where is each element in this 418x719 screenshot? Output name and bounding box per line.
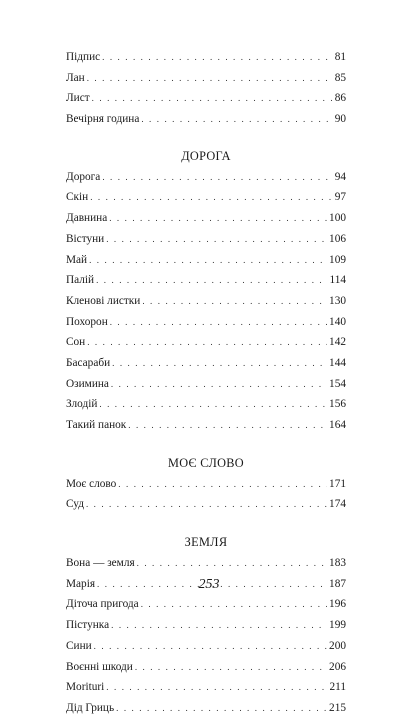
toc-entry-page: 206 [329, 660, 346, 673]
toc-entry-page: 97 [334, 191, 346, 204]
toc-entry-title: Сини [66, 639, 92, 652]
toc-entry-page: 94 [334, 170, 346, 183]
page-number: 253 [198, 577, 220, 592]
dot-leader [128, 415, 327, 436]
toc-entry [66, 250, 346, 271]
toc-entry [66, 415, 346, 436]
section-heading: ЗЕМЛЯ [184, 535, 228, 550]
toc-entry-page: 114 [329, 274, 346, 287]
toc-entry-page: 140 [329, 315, 346, 328]
toc-entry [66, 109, 346, 130]
toc-entry [66, 187, 346, 208]
toc-entry [66, 88, 346, 109]
toc-entry-page: 86 [334, 92, 346, 105]
toc-entry-page: 106 [329, 232, 346, 245]
toc-entry-title: Дід Гриць [66, 701, 115, 714]
toc-entry [66, 47, 346, 68]
toc-entry-title: Марія [66, 577, 96, 590]
toc-entry-page: 174 [329, 498, 346, 511]
toc-entry-page: 164 [329, 419, 346, 431]
toc-entry [66, 167, 346, 188]
toc-entry-title: Скін [66, 191, 89, 204]
toc-entry-page: 211 [329, 681, 346, 694]
toc-entry [66, 636, 346, 657]
dot-leader [111, 374, 327, 395]
toc-entry-title: Лист [66, 92, 90, 105]
toc-entry-title: Воєнні шкоди [66, 660, 133, 673]
toc-entry-title: Май [66, 253, 88, 266]
toc-entry [66, 332, 346, 353]
toc-entry-page: 199 [329, 619, 346, 632]
toc-entry-title: Палій [66, 274, 95, 287]
toc-entry-title: Вістуни [66, 232, 105, 245]
toc-entry-page: 200 [329, 639, 346, 652]
dot-leader [141, 109, 332, 130]
toc-entry-page: 156 [329, 398, 346, 411]
toc-entry [66, 229, 346, 250]
toc-section-doroha [66, 145, 346, 436]
toc-entry [66, 698, 346, 719]
toc-entry-title: Такий панок [66, 419, 127, 431]
toc-entry-page: 109 [329, 253, 346, 266]
toc-entry [66, 374, 346, 395]
toc-entry [66, 270, 346, 291]
toc-entry-page: 81 [334, 51, 346, 63]
toc-entry-title: Похорон [66, 315, 108, 328]
dot-leader [102, 167, 332, 188]
dot-leader [94, 636, 327, 657]
toc-entry [66, 312, 346, 333]
toc-entry [66, 353, 346, 374]
toc-entry-title: Вечірня година [66, 113, 140, 126]
toc-entry-title: Озимина [66, 377, 109, 390]
dot-leader [102, 47, 333, 68]
toc-entry [66, 615, 346, 636]
toc-entry-title: Давнина [66, 212, 108, 225]
toc-entry-title: Суд [66, 498, 84, 511]
toc-entry-title: Дорога [66, 170, 101, 183]
dot-leader [106, 229, 327, 250]
dot-leader [112, 353, 327, 374]
toc-entry-page: 215 [329, 701, 346, 714]
toc-entry-page: 187 [329, 577, 346, 590]
section-heading: ДОРОГА [181, 148, 231, 163]
toc-entry-page: 130 [329, 294, 346, 307]
toc-entry-page: 100 [329, 212, 346, 225]
toc-entry-title: Моє слово [66, 477, 117, 490]
dot-leader [116, 698, 327, 719]
toc-entry [66, 474, 346, 495]
table-of-contents [66, 47, 346, 719]
toc-entry-title: Пістунка [66, 619, 110, 632]
dot-leader [106, 677, 327, 698]
dot-leader [137, 553, 327, 574]
section-heading: МОЄ СЛОВО [168, 455, 244, 470]
toc-entry-title: Сон [66, 336, 86, 349]
toc-entry-title: Діточа пригода [66, 598, 139, 611]
dot-leader [141, 594, 327, 615]
toc-entry-title: Басараби [66, 356, 111, 369]
toc-section-zemlia [66, 531, 346, 719]
toc-entry-page: 144 [329, 356, 346, 369]
toc-entry-page: 196 [329, 598, 346, 611]
toc-entry-page: 90 [334, 113, 346, 126]
dot-leader [142, 291, 327, 312]
dot-leader [87, 332, 327, 353]
dot-leader [86, 494, 327, 515]
toc-entry [66, 553, 346, 574]
dot-leader [99, 394, 327, 415]
toc-entry [66, 291, 346, 312]
dot-leader [110, 312, 327, 333]
toc-entry-page: 85 [334, 71, 346, 84]
toc-section-moie-slovo [66, 452, 346, 515]
dot-leader [87, 68, 333, 89]
toc-entry-title: Кленові листки [66, 294, 141, 307]
toc-entry-page: 154 [329, 377, 346, 390]
toc-entry-page: 171 [329, 477, 346, 490]
toc-entry [66, 208, 346, 229]
toc-entry [66, 494, 346, 515]
dot-leader [109, 208, 327, 229]
toc-entry-title: Вона — земля [66, 557, 135, 570]
dot-leader [92, 88, 333, 109]
dot-leader [111, 615, 327, 636]
toc-entry [66, 677, 346, 698]
toc-intro-list [66, 47, 346, 130]
dot-leader [118, 474, 327, 495]
toc-entry-title: Підпис [66, 51, 101, 63]
toc-entry-title: Morituri [66, 681, 105, 694]
dot-leader [96, 270, 327, 291]
dot-leader [90, 187, 332, 208]
toc-entry-title: Лан [66, 71, 85, 84]
toc-entry [66, 657, 346, 678]
toc-entry-page: 183 [329, 557, 346, 570]
dot-leader [89, 250, 327, 271]
dot-leader [135, 657, 327, 678]
toc-entry-page: 142 [329, 336, 346, 349]
toc-entry-title: Злодій [66, 398, 98, 411]
toc-entry [66, 394, 346, 415]
toc-entry [66, 594, 346, 615]
toc-entry [66, 68, 346, 89]
